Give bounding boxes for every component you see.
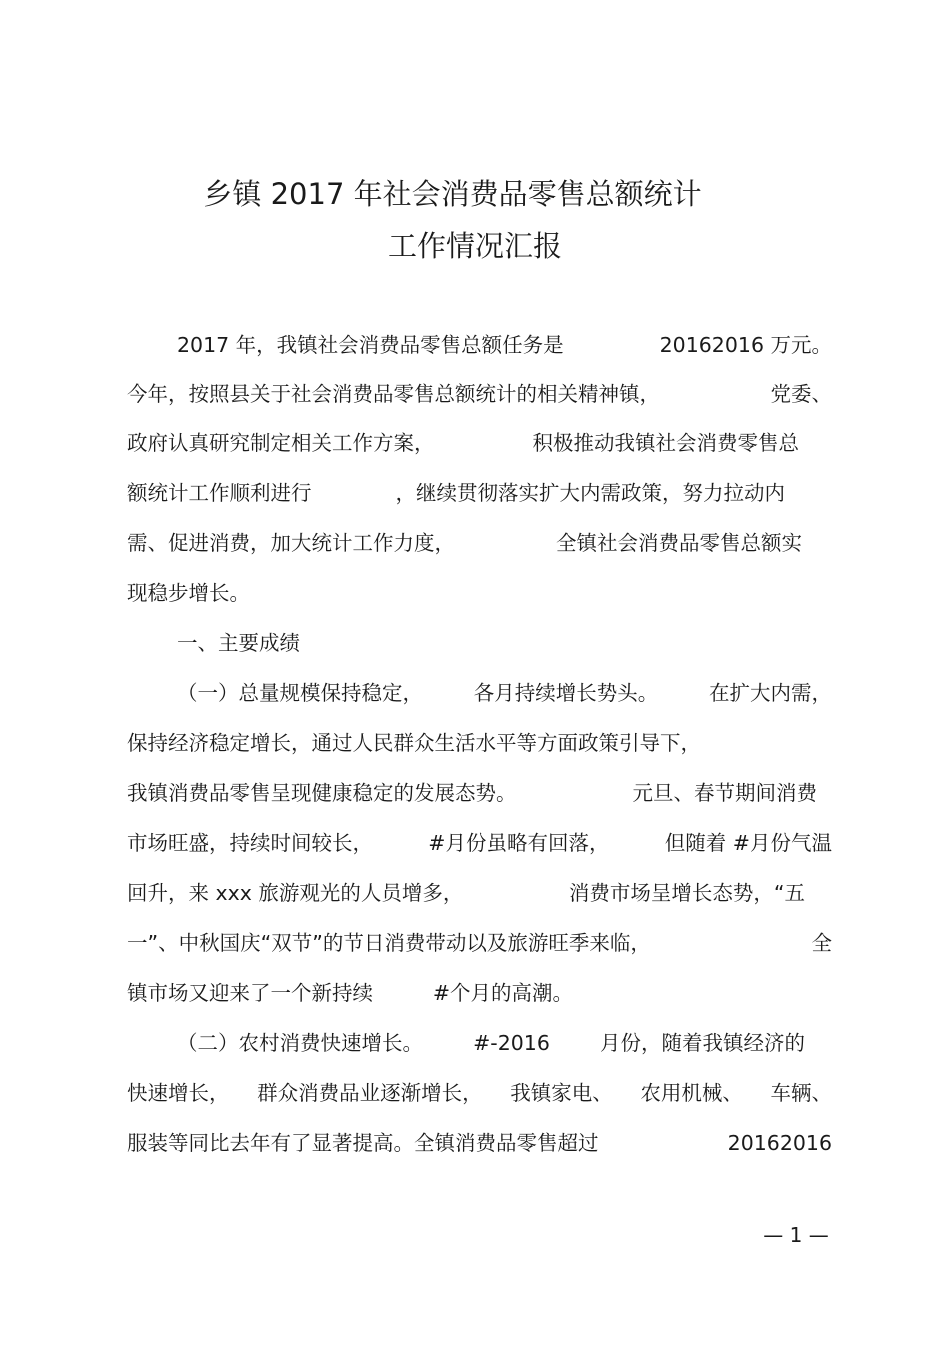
document-title-line-2: 工作情况汇报 <box>387 229 562 263</box>
paragraph-1-line-1: 2017 年，我镇社会消费品零售总额任务是 20162016 万元。 <box>177 333 832 357</box>
paragraph-2-line-4: 市场旺盛，持续时间较长， #月份虽略有回落， 但随着 #月份气温 <box>127 831 832 855</box>
paragraph-3-line-3: 服装等同比去年有了显著提高。全镇消费品零售超过 20162016 <box>127 1131 832 1155</box>
paragraph-2-line-1: （一）总量规模保持稳定， 各月持续增长势头。 在扩大内需， <box>177 681 832 705</box>
page-number: — 1 — <box>763 1223 829 1247</box>
paragraph-1-line-6: 现稳步增长。 <box>127 581 250 605</box>
section-heading-main-achievements: 一、主要成绩 <box>177 631 300 655</box>
document-title-line-1: 乡镇 2017 年社会消费品零售总额统计 <box>203 177 702 211</box>
paragraph-2-line-3: 我镇消费品零售呈现健康稳定的发展态势。 元旦、春节期间消费 <box>127 781 817 805</box>
paragraph-1-line-2: 今年，按照县关于社会消费品零售总额统计的相关精神镇， 党委、 <box>127 382 832 406</box>
paragraph-1-line-3: 政府认真研究制定相关工作方案， 积极推动我镇社会消费零售总 <box>127 431 799 455</box>
paragraph-2-line-5: 回升，来 xxx 旅游观光的人员增多， 消费市场呈增长态势，“五 <box>127 881 805 905</box>
paragraph-2-line-7: 镇市场又迎来了一个新持续 #个月的高潮。 <box>127 981 573 1005</box>
paragraph-2-line-6: 一”、中秋国庆“双节”的节日消费带动以及旅游旺季来临， 全 <box>127 931 832 955</box>
paragraph-1-line-5: 需、促进消费，加大统计工作力度， 全镇社会消费品零售总额实 <box>127 531 802 555</box>
paragraph-3-line-1: （二）农村消费快速增长。 #-2016 月份，随着我镇经济的 <box>177 1031 805 1055</box>
paragraph-2-line-2: 保持经济稳定增长，通过人民群众生活水平等方面政策引导下， <box>127 731 701 755</box>
paragraph-3-line-2: 快速增长， 群众消费品业逐渐增长， 我镇家电、 农用机械、 车辆、 <box>127 1081 832 1105</box>
paragraph-1-line-4: 额统计工作顺利进行 ，继续贯彻落实扩大内需政策，努力拉动内 <box>127 481 785 505</box>
